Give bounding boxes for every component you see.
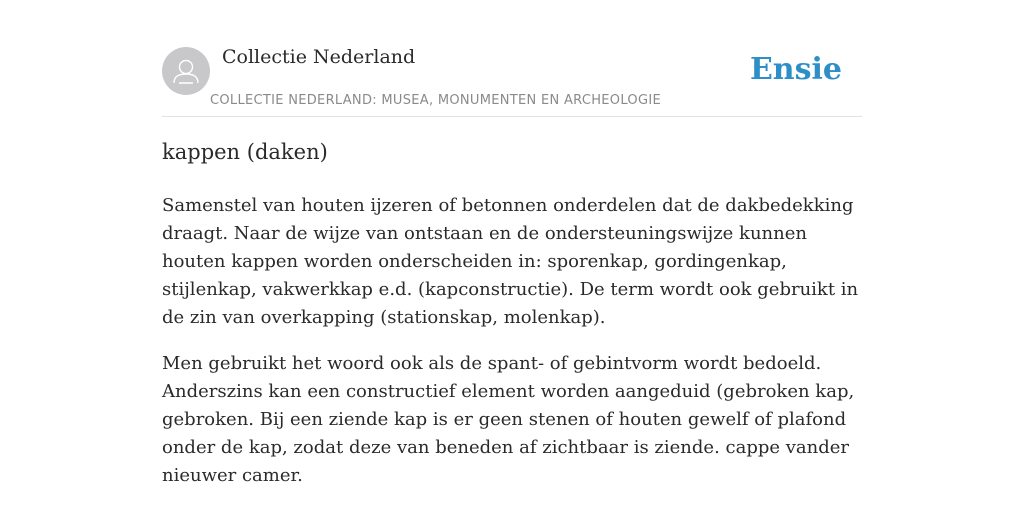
article-body	[162, 192, 862, 508]
paragraph: Men gebruikt het woord ook als de spant- of gebintvorm wordt bedoeld. Anderszins kan een constructief element worden aangeduid (gebroken kap, gebroken. Bij een ziende kap is er geen stenen of houten gewelf of plafond onder de kap, zodat deze van beneden af zichtbaar is ziende. cappe vander nieuwer camer.	[162, 353, 855, 486]
avatar[interactable]	[162, 47, 210, 95]
page-title: kappen (daken)	[162, 140, 328, 164]
user-avatar-icon	[162, 47, 210, 95]
header	[162, 44, 862, 117]
paragraph: Samenstel van houten ijzeren of betonnen onderdelen dat de dakbedekking draagt. Naar de wijze van ontstaan en de ondersteuningswijze kunnen houten kappen worden onderscheiden in: sporenkap, gordingenkap, stijlenkap, vakwerkkap e.d. (kapconstructie). De term wordt ook gebruikt in de zin van overkapping (stationskap, molenkap).	[162, 195, 859, 328]
author-name[interactable]: Collectie Nederland	[222, 46, 416, 68]
brand-logo[interactable]: Ensie	[749, 52, 842, 87]
source-label[interactable]: COLLECTIE NEDERLAND: MUSEA, MONUMENTEN EN ARCHEOLOGIE	[210, 93, 661, 108]
